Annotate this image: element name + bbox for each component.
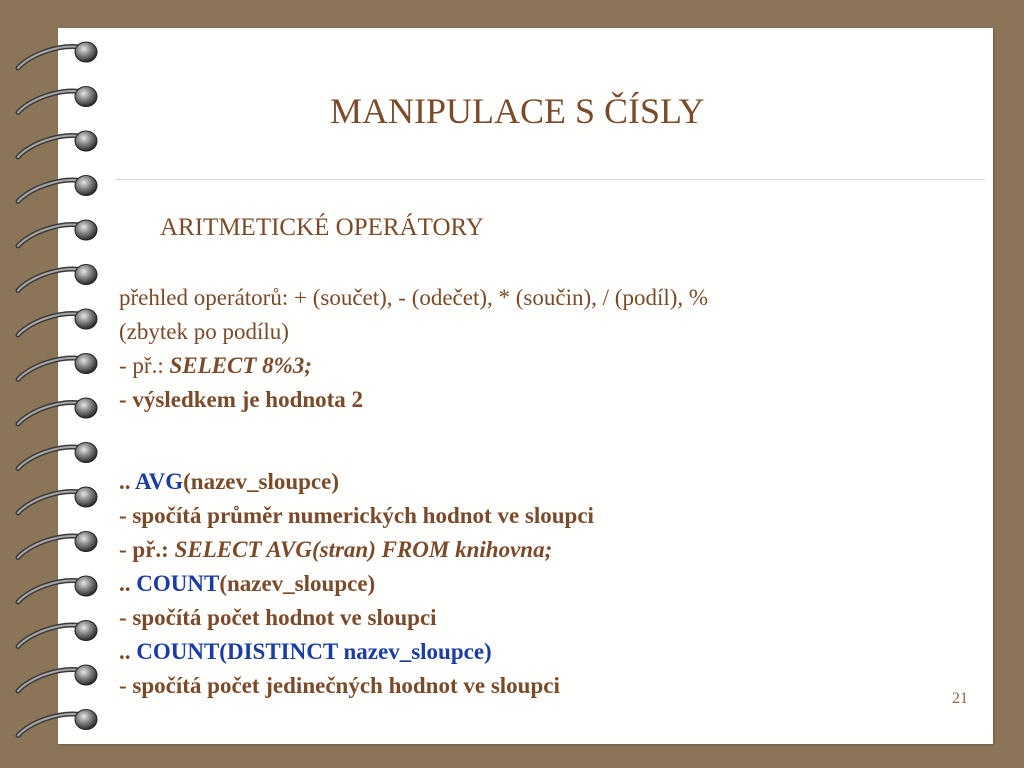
spiral-ring xyxy=(18,665,97,691)
operators-overview-cont: (zbytek po podílu) xyxy=(119,319,289,344)
slide-subtitle: ARITMETICKÉ OPERÁTORY xyxy=(160,214,484,241)
avg-description: - spočítá průměr numerických hodnot ve sloupci xyxy=(119,503,594,528)
spiral-ring xyxy=(18,220,97,246)
spiral-ring xyxy=(18,309,97,335)
page-number: 21 xyxy=(952,690,968,707)
count-distinct-keyword: COUNT(DISTINCT nazev_sloupce) xyxy=(136,639,492,664)
slide-title: MANIPULACE S ČÍSLY xyxy=(330,91,705,131)
spiral-ring xyxy=(18,265,97,291)
spiral-ring xyxy=(18,532,97,558)
spiral-ring xyxy=(18,487,97,513)
operators-block xyxy=(119,281,708,417)
title-divider xyxy=(115,179,985,180)
count-distinct-function: .. COUNT(DISTINCT nazev_sloupce) xyxy=(119,639,492,664)
aggregate-functions-block xyxy=(119,465,594,703)
spiral-ring xyxy=(18,42,97,68)
spiral-ring xyxy=(18,176,97,202)
spiral-ring xyxy=(18,710,97,736)
avg-keyword: AVG xyxy=(134,469,184,494)
operators-overview: přehled operátorů: + (součet), - (odečet), * (součin), / (podíl), % xyxy=(119,285,709,310)
spiral-ring xyxy=(18,621,97,647)
spiral-ring xyxy=(18,576,97,602)
spiral-ring xyxy=(18,443,97,469)
count-function: .. COUNT(nazev_sloupce) xyxy=(119,571,376,596)
spiral-ring xyxy=(18,354,97,380)
spiral-ring xyxy=(18,398,97,424)
avg-example-code: SELECT AVG(stran) FROM knihovna; xyxy=(174,537,553,562)
count-keyword: COUNT xyxy=(136,571,220,596)
modulo-example: - př.: SELECT 8%3; xyxy=(119,353,312,378)
spiral-binding xyxy=(0,0,120,768)
modulo-result: - výsledkem je hodnota 2 xyxy=(119,387,364,412)
avg-example: - př.: SELECT AVG(stran) FROM knihovna; xyxy=(119,537,553,562)
spiral-ring xyxy=(18,87,97,113)
count-description: - spočítá počet hodnot ve sloupci xyxy=(119,605,437,630)
avg-function: .. AVG(nazev_sloupce) xyxy=(119,469,340,494)
spiral-ring xyxy=(18,131,97,157)
count-distinct-description: - spočítá počet jedinečných hodnot ve sloupci xyxy=(119,673,560,698)
modulo-example-code: SELECT 8%3; xyxy=(169,353,312,378)
